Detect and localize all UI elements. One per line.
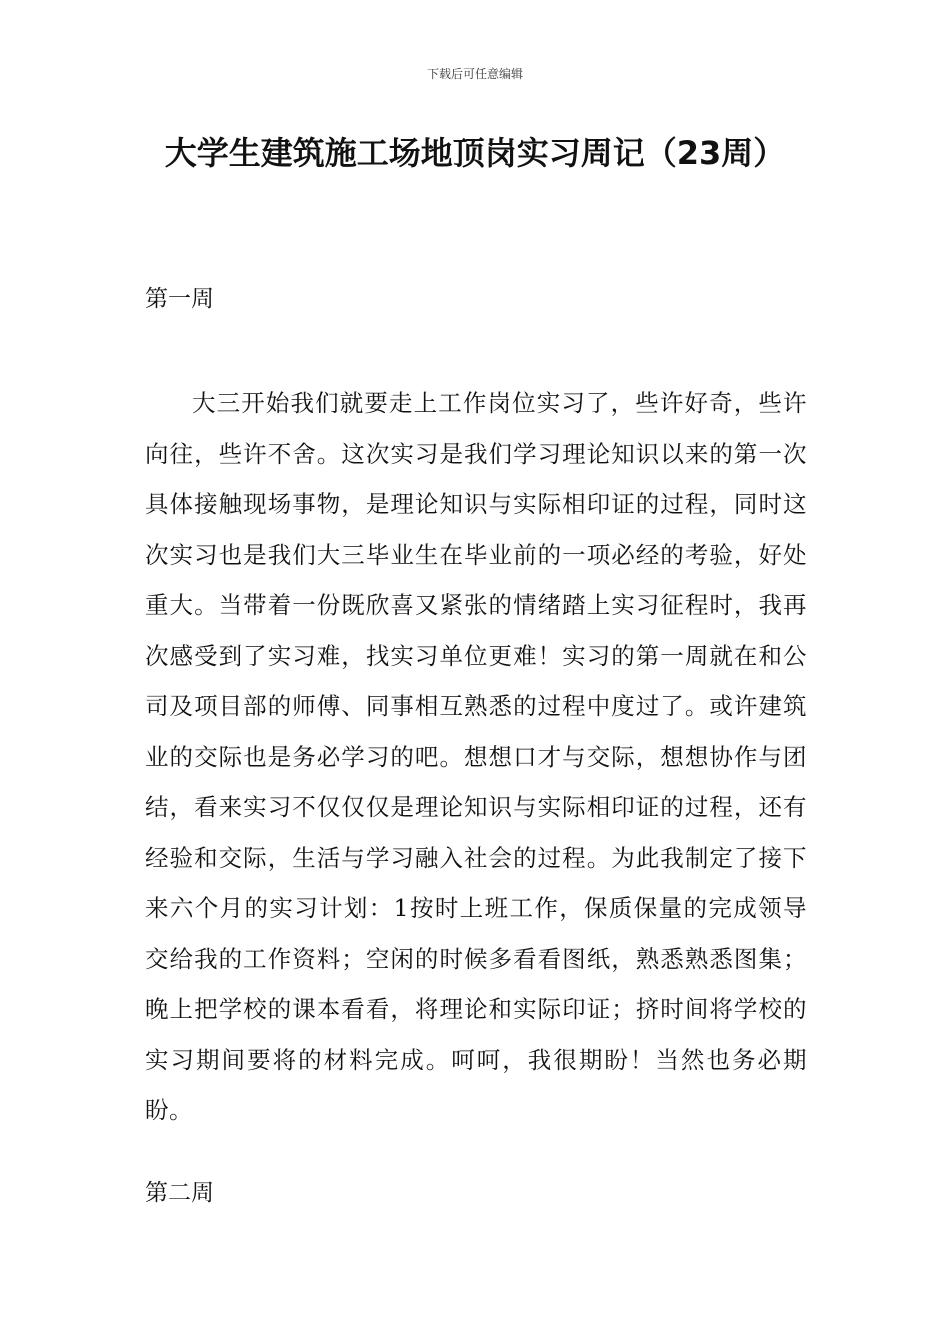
header-note: 下载后可任意编辑 bbox=[426, 67, 523, 81]
section-paragraph-week-1: 大三开始我们就要走上工作岗位实习了，些许好奇，些许向往，些许不舍。这次实习是我们学习理论知识以来的第一次具体接触现场事物，是理论知识与实际相印证的过程，同时这次实习也是我们大三毕业生在毕业前的一项必经的考验，好处重大。当带着一份既欣喜又紧张的情绪踏上实习征程时，我再次感受到了实习难，找实习单位更难！实习的第一周就在和公司及项目部的师傅、同事相互熟悉的过程中度过了。或许建筑业的交际也是务必学习的吧。想想口才与交际，想想协作与团结，看来实习不仅仅仅是理论知识与实际相印证的过程，还有经验和交际，生活与学习融入社会的过程。为此我制定了接下来六个月的实习计划：1按时上班工作，保质保量的完成领导交给我的工作资料；空闲的时候多看看图纸，熟悉熟悉图集；晚上把学校的课本看看，将理论和实际印证；挤时间将学校的实习期间要将的材料完成。呵呵，我很期盼！当然也务必期盼。 bbox=[145, 389, 807, 1124]
section-heading-week-2: 第二周 bbox=[145, 1180, 214, 1206]
section-heading-week-1: 第一周 bbox=[145, 286, 214, 312]
document-title: 大学生建筑施工场地顶岗实习周记（23周） bbox=[164, 134, 786, 172]
